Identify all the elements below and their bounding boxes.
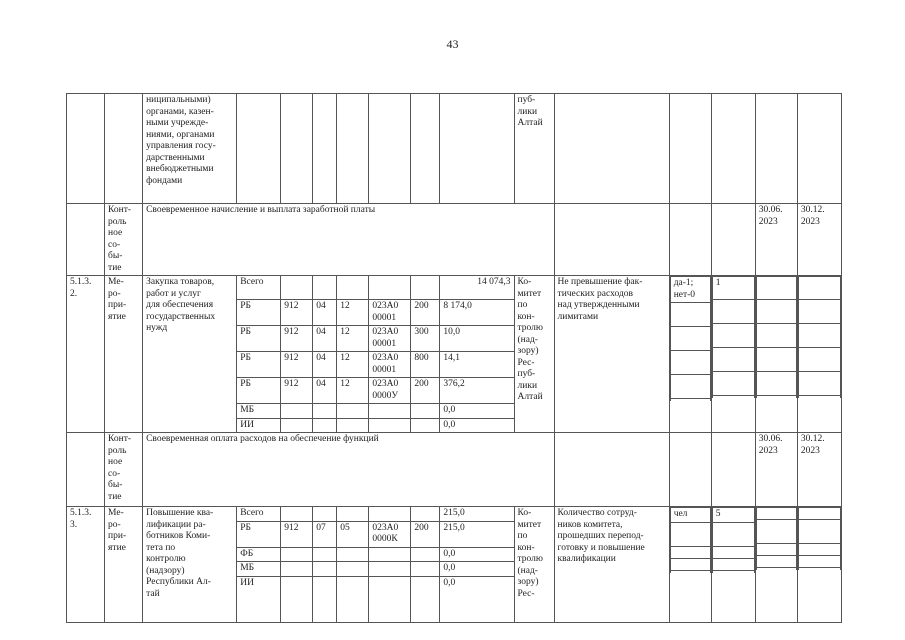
start-date: 30.06. 2023	[755, 204, 797, 276]
amount: 8 174,0	[440, 300, 514, 326]
vr-code: 200	[411, 521, 440, 547]
measure-number: 5.1.3. 3.	[67, 507, 105, 623]
start-date: 30.06. 2023	[755, 433, 797, 507]
control-event-text: Своевременная оплата расходов на обеспечение функций	[143, 433, 554, 507]
start-cell	[755, 507, 797, 623]
amount: 376,2	[440, 378, 514, 404]
end-cell	[797, 276, 841, 433]
executor-cell: Ко- митет по кон- тролю (над- зору) Рес- пуб- лики Алтай	[514, 276, 554, 433]
measure-name: Закупка товаров, работ и услуг для обеспечения государственных нужд	[143, 276, 237, 433]
funding-source: Всего	[237, 507, 281, 522]
funding-source: РБ	[237, 521, 281, 547]
funding-source: ИИ	[237, 576, 281, 622]
rz-code: 04	[313, 326, 337, 352]
grbs-code: 912	[281, 300, 313, 326]
csr-code: 023А0 0000К	[369, 521, 411, 547]
rz-code: 04	[313, 352, 337, 378]
funding-source: ИИ	[237, 418, 281, 433]
funding-source: МБ	[237, 562, 281, 577]
grbs-code: 912	[281, 378, 313, 404]
rz-code: 04	[313, 378, 337, 404]
funding-source: РБ	[237, 326, 281, 352]
end-cell	[797, 507, 841, 623]
pr-code: 12	[337, 300, 369, 326]
table-row	[67, 204, 842, 276]
end-date: 30.12. 2023	[797, 204, 841, 276]
start-cell	[755, 276, 797, 433]
rz-code	[313, 276, 337, 300]
target-value: 1	[712, 277, 754, 300]
value-cell	[711, 507, 755, 623]
pr-code	[337, 276, 369, 300]
table-row	[67, 433, 842, 507]
grbs-code: 912	[281, 352, 313, 378]
vr-code: 200	[411, 378, 440, 404]
unit: чел	[670, 508, 710, 523]
unit-cell	[669, 507, 711, 623]
vr-code: 200	[411, 300, 440, 326]
indicator-cell: Количество сотруд- ников комитета, прошедших перепод- готовку и повышение квалификации	[554, 507, 669, 623]
grbs-code	[281, 276, 313, 300]
target-value: 5	[712, 508, 754, 523]
amount: 215,0	[440, 507, 514, 522]
event-type: Конт- роль ное со- бы- тие	[105, 433, 143, 507]
pr-code: 05	[337, 521, 369, 547]
rz-code: 04	[313, 300, 337, 326]
executor-cell: пуб- лики Алтай	[514, 94, 554, 204]
control-event-text: Своевременное начисление и выплата заработной платы	[143, 204, 554, 276]
csr-code: 023А0 00001	[369, 352, 411, 378]
rz-code: 07	[313, 521, 337, 547]
unit: да-1; нет-0	[670, 277, 710, 303]
amount: 215,0	[440, 521, 514, 547]
csr-code: 023А0 00001	[369, 300, 411, 326]
csr-code: 023А0 0000У	[369, 378, 411, 404]
value-cell	[711, 276, 755, 433]
csr-code	[369, 276, 411, 300]
amount: 0,0	[440, 562, 514, 577]
measure-number: 5.1.3. 2.	[67, 276, 105, 433]
table-row	[67, 276, 842, 300]
funding-source: РБ	[237, 300, 281, 326]
grbs-code: 912	[281, 326, 313, 352]
pr-code: 12	[337, 326, 369, 352]
amount: 0,0	[440, 547, 514, 562]
funding-source: Всего	[237, 276, 281, 300]
measure-name: ниципальными) органами, казен- ными учрежде- ниями, органами управления госу- дарственными внебюджетными фондами	[143, 94, 237, 204]
amount: 10,0	[440, 326, 514, 352]
event-type: Конт- роль ное со- бы- тие	[105, 204, 143, 276]
amount: 0,0	[440, 418, 514, 433]
page-number: 43	[446, 37, 459, 51]
vr-code: 300	[411, 326, 440, 352]
grbs-code: 912	[281, 521, 313, 547]
pr-code: 12	[337, 378, 369, 404]
vr-code: 800	[411, 352, 440, 378]
pr-code: 12	[337, 352, 369, 378]
program-table	[66, 93, 842, 623]
funding-source: РБ	[237, 378, 281, 404]
csr-code: 023А0 00001	[369, 326, 411, 352]
end-date: 30.12. 2023	[797, 433, 841, 507]
funding-source: МБ	[237, 404, 281, 419]
amount: 0,0	[440, 576, 514, 622]
funding-source: РБ	[237, 352, 281, 378]
amount: 0,0	[440, 404, 514, 419]
unit-cell	[669, 276, 711, 433]
measure-name: Повышение ква- лификации ра- ботников Коми- тета по контролю (надзору) Республики Ал- тай	[143, 507, 237, 623]
indicator-cell: Не превышение фак- тических расходов над утвержденными лимитами	[554, 276, 669, 433]
table-row	[67, 94, 842, 204]
event-type: Ме- ро- при- ятие	[105, 507, 143, 623]
funding-source: ФБ	[237, 547, 281, 562]
vr-code	[411, 276, 440, 300]
executor-cell: Ко- митет по кон- тролю (над- зору) Рес-	[514, 507, 554, 623]
table-row	[67, 507, 842, 522]
amount: 14 074,3	[440, 276, 514, 300]
event-type: Ме- ро- при- ятие	[105, 276, 143, 433]
amount: 14,1	[440, 352, 514, 378]
